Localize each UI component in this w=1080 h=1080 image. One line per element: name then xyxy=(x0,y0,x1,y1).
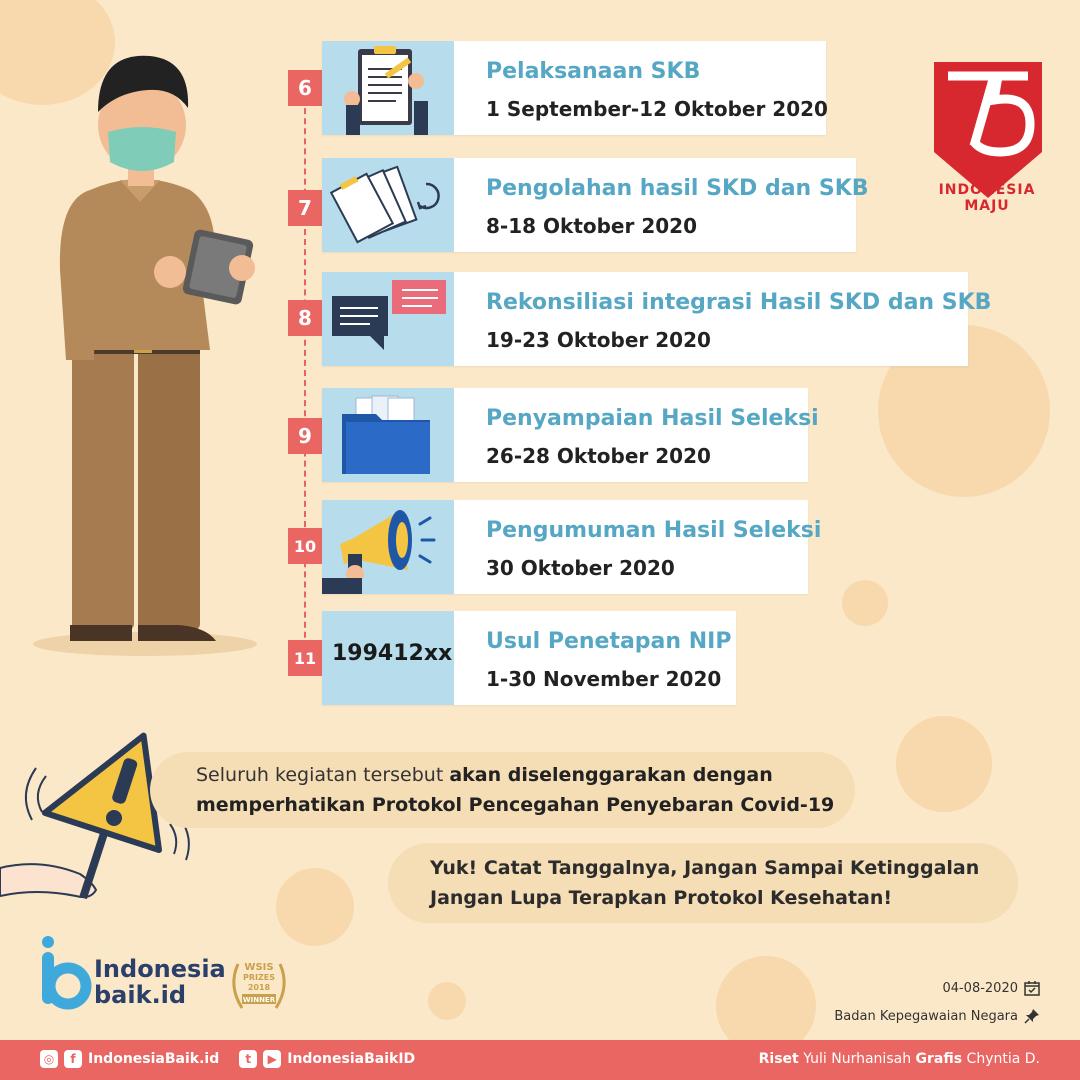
step-date: 26-28 Oktober 2020 xyxy=(486,444,711,468)
step-card xyxy=(322,611,736,705)
publish-date-text: 04-08-2020 xyxy=(942,980,1018,996)
indonesiabaik-logo-icon xyxy=(40,936,92,1010)
brand-line1: Indonesia xyxy=(94,955,226,983)
source-org-text: Badan Kepegawaian Negara xyxy=(834,1008,1018,1024)
step-title: Pengumuman Hasil Seleksi xyxy=(486,518,822,543)
step-number: 10 xyxy=(288,528,322,564)
riset-label: Riset xyxy=(758,1051,799,1067)
step-date: 1 September-12 Oktober 2020 xyxy=(486,97,828,121)
calendar-check-icon xyxy=(1024,980,1040,996)
step-title: Pengolahan hasil SKD dan SKB xyxy=(486,176,869,201)
step-card xyxy=(322,500,822,594)
wsis-line2: PRIZES xyxy=(242,973,276,982)
nip-number: 199412xx xyxy=(332,641,453,666)
step-title: Pelaksanaan SKB xyxy=(486,59,701,84)
logo-line1: INDONESIA xyxy=(938,182,1036,198)
grafis-label: Grafis xyxy=(915,1051,963,1067)
chat-bubbles-icon xyxy=(322,272,454,366)
bg-circle xyxy=(896,716,992,812)
step-card xyxy=(322,158,869,252)
wsis-prizes-badge xyxy=(226,950,292,1016)
step-number: 8 xyxy=(288,300,322,336)
step-date: 8-18 Oktober 2020 xyxy=(486,214,697,238)
documents-refresh-icon xyxy=(322,158,454,252)
brand-line2: baik.id xyxy=(94,981,187,1009)
source-org xyxy=(834,1008,1040,1024)
credits xyxy=(759,1051,1040,1067)
notice2-line1: Yuk! Catat Tanggalnya, Jangan Sampai Ketinggalan xyxy=(430,857,980,879)
step-title: Penyampaian Hasil Seleksi xyxy=(486,406,819,431)
step-title: Rekonsiliasi integrasi Hasil SKD dan SKB xyxy=(486,290,992,315)
reminder-notice xyxy=(388,843,1018,923)
step-number: 9 xyxy=(288,418,322,454)
bg-circle xyxy=(428,982,466,1020)
step-number: 6 xyxy=(288,70,322,106)
wsis-line1: WSIS xyxy=(244,962,274,973)
instagram-icon[interactable]: ◎ xyxy=(40,1050,58,1068)
brand-name xyxy=(94,956,226,1008)
protocol-notice xyxy=(150,752,855,828)
indonesia-maju-label xyxy=(922,182,1052,214)
wsis-line3: 2018 xyxy=(247,983,271,992)
riset-name: Yuli Nurhanisah xyxy=(803,1051,912,1067)
footer-bar xyxy=(0,1040,1080,1080)
twitter-icon[interactable]: t xyxy=(239,1050,257,1068)
publish-date xyxy=(942,980,1040,996)
logo-line2: MAJU xyxy=(964,198,1010,214)
step-card xyxy=(322,41,826,135)
step-number: 11 xyxy=(288,640,322,676)
officer-illustration xyxy=(20,40,300,670)
notice1-bold: akan diselenggarakan dengan xyxy=(449,764,773,786)
step-card xyxy=(322,272,992,366)
step-date: 1-30 November 2020 xyxy=(486,667,722,691)
timeline-line xyxy=(304,88,306,668)
step-date: 19-23 Oktober 2020 xyxy=(486,328,711,352)
notice2-line2: Jangan Lupa Terapkan Protokol Kesehatan! xyxy=(430,887,893,909)
notice1-plain: Seluruh kegiatan tersebut xyxy=(196,764,450,786)
bg-circle xyxy=(276,868,354,946)
facebook-icon[interactable]: f xyxy=(64,1050,82,1068)
step-card xyxy=(322,388,819,482)
social-handle-primary[interactable]: IndonesiaBaik.id xyxy=(88,1051,220,1067)
clipboard-icon xyxy=(322,41,454,135)
social-handle-secondary[interactable]: IndonesiaBaikID xyxy=(287,1051,416,1067)
nip-number-box xyxy=(322,611,454,705)
pushpin-icon xyxy=(1024,1008,1040,1024)
bg-circle xyxy=(842,580,888,626)
megaphone-icon xyxy=(322,500,454,594)
step-number: 7 xyxy=(288,190,322,226)
step-date: 30 Oktober 2020 xyxy=(486,556,675,580)
grafis-name: Chyntia D. xyxy=(966,1051,1040,1067)
youtube-icon[interactable]: ▶ xyxy=(263,1050,281,1068)
folder-icon xyxy=(322,388,454,482)
notice1-line2: memperhatikan Protokol Pencegahan Penyebaran Covid-19 xyxy=(196,794,835,816)
wsis-line4: WINNER xyxy=(242,996,276,1004)
step-title: Usul Penetapan NIP xyxy=(486,629,732,654)
